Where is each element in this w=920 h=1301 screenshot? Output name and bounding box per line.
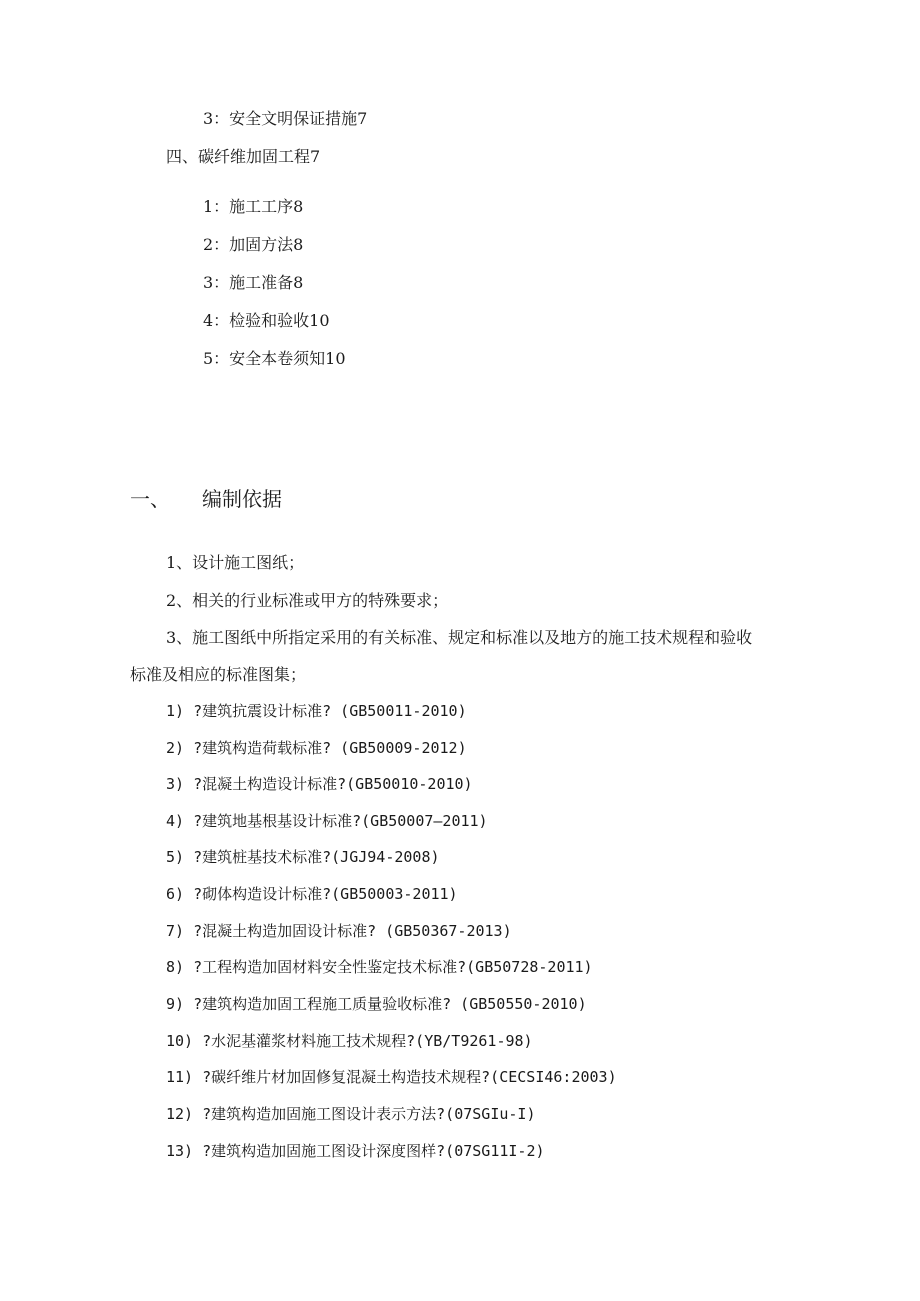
toc-item: 3：安全文明保证措施7 bbox=[203, 109, 368, 128]
standard-item: 4) ?建筑地基根基设计标准?(GB50007—2011) bbox=[166, 812, 488, 830]
standard-item: 7) ?混凝土构造加固设计标准? (GB50367-2013) bbox=[166, 922, 512, 940]
standard-item: 3) ?混凝土构造设计标准?(GB50010-2010) bbox=[166, 775, 473, 793]
toc-item: 5：安全本卷须知10 bbox=[203, 349, 346, 368]
paragraph: 2、相关的行业标准或甲方的特殊要求； bbox=[166, 591, 449, 610]
paragraph: 3、施工图纸中所指定采用的有关标准、规定和标准以及地方的施工技术规程和验收 bbox=[166, 628, 753, 647]
standard-item: 13) ?建筑构造加固施工图设计深度图样?(07SG11I-2) bbox=[166, 1142, 545, 1160]
toc-chapter: 四、碳纤维加固工程7 bbox=[166, 147, 321, 166]
standard-item: 5) ?建筑桩基技术标准?(JGJ94-2008) bbox=[166, 848, 440, 866]
section-number: 一、 bbox=[130, 487, 170, 511]
standard-item: 11) ?碳纤维片材加固修复混凝土构造技术规程?(CECSI46:2003) bbox=[166, 1068, 617, 1086]
standard-item: 10) ?水泥基灌浆材料施工技术规程?(YB/T9261-98) bbox=[166, 1032, 533, 1050]
standard-item: 8) ?工程构造加固材料安全性鉴定技术标准?(GB50728-2011) bbox=[166, 958, 593, 976]
standard-item: 1) ?建筑抗震设计标准? (GB50011-2010) bbox=[166, 702, 467, 720]
paragraph: 标准及相应的标准图集； bbox=[130, 665, 307, 684]
paragraph: 1、设计施工图纸； bbox=[166, 553, 305, 572]
standard-item: 12) ?建筑构造加固施工图设计表示方法?(07SGIu-I) bbox=[166, 1105, 536, 1123]
section-title: 编制依据 bbox=[202, 487, 282, 511]
toc-item: 4：检验和验收10 bbox=[203, 311, 330, 330]
standard-item: 9) ?建筑构造加固工程施工质量验收标准? (GB50550-2010) bbox=[166, 995, 587, 1013]
standard-item: 6) ?砌体构造设计标准?(GB50003-2011) bbox=[166, 885, 458, 903]
standard-item: 2) ?建筑构造荷载标准? (GB50009-2012) bbox=[166, 739, 467, 757]
toc-item: 1：施工工序8 bbox=[203, 197, 304, 216]
toc-item: 3：施工准备8 bbox=[203, 273, 304, 292]
toc-item: 2：加固方法8 bbox=[203, 235, 304, 254]
